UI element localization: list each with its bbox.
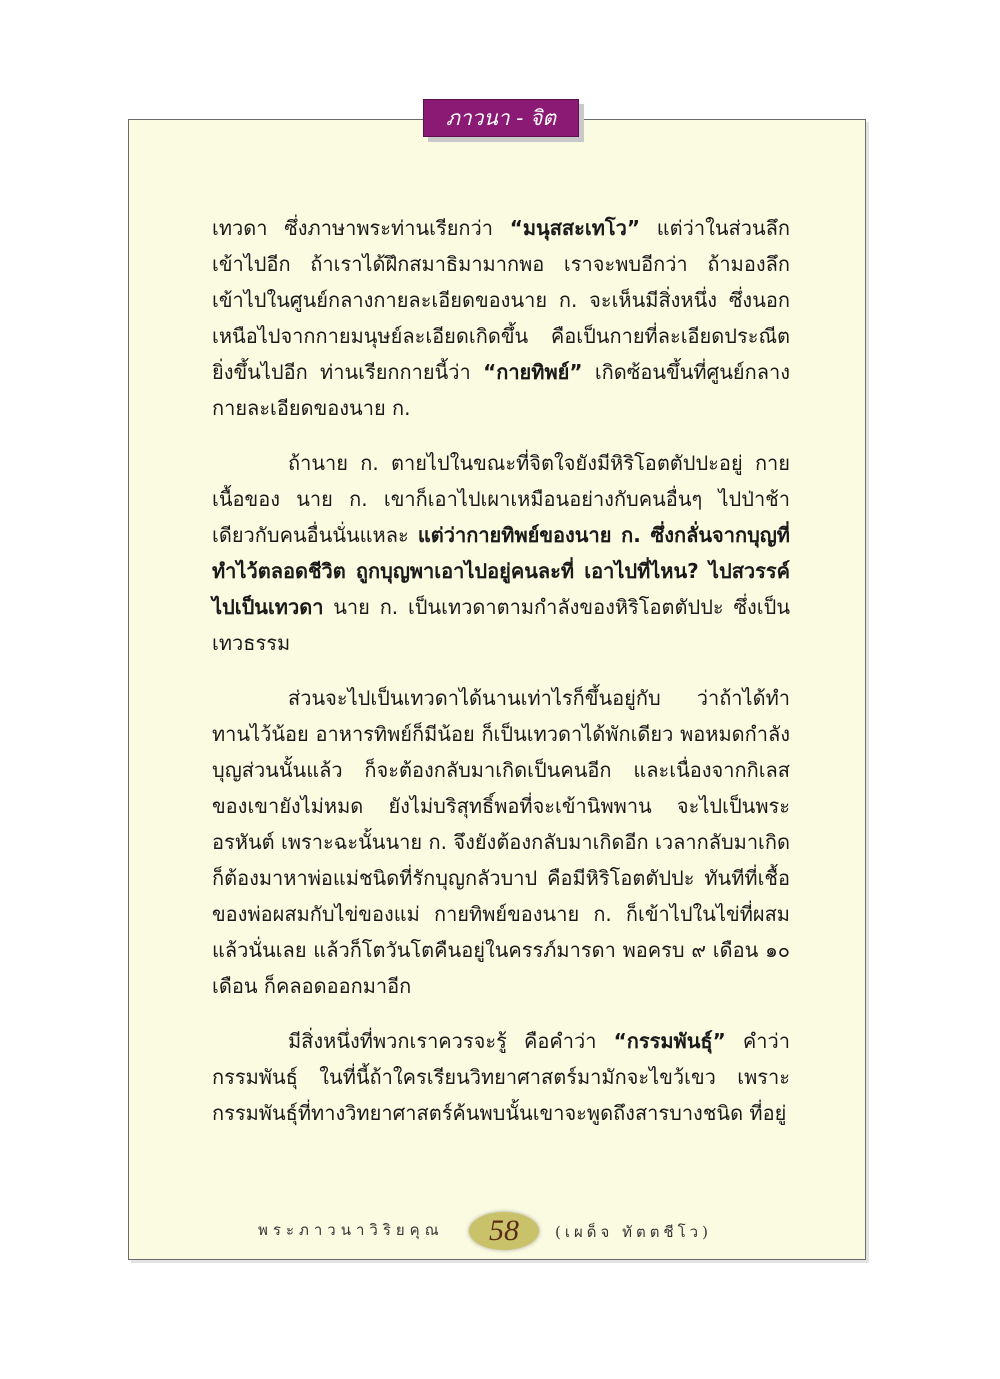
text-segment: มีสิ่งหนึ่งที่พวกเราควรจะรู้ คือคำว่า <box>288 1029 614 1053</box>
text-segment: แต่ว่าในส่วนลึกเข้าไปอีก ถ้าเราได้ฝึกสมาธิมามากพอ เราจะพบอีกว่า ถ้ามองลึกเข้าไปในศูนย์กลางกายละเอียดของนาย ก. จะเห็นมีสิ่งหนึ่ง ซึ่งนอกเหนือไปจากกายมนุษย์ละเอียดเกิดขึ้น คือเป็นกายที่ละเอียดประณีตยิ่งขึ้นไปอีก ท่านเรียกกายนี้ว่า <box>212 216 790 384</box>
footer-book-title: พระภาวนาวิริยคุณ <box>258 1221 444 1239</box>
text-segment: นาย ก. เป็นเทวดาตามกำลังของหิริโอตตัปปะ ซึ่งเป็นเทวธรรม <box>212 595 790 655</box>
chapter-tab: ภาวนา - จิต <box>423 99 579 137</box>
paragraph <box>212 445 790 661</box>
footer-author: (เผด็จ ทัตตชีโว) <box>555 1223 712 1241</box>
bold-phrase: “มนุสสะเทโว” <box>509 216 641 240</box>
text-segment: ส่วนจะไปเป็นเทวดาได้นานเท่าไรก็ขึ้นอยู่กับ ว่าถ้าได้ทำทานไว้น้อย อาหารทิพย์ก็มีน้อย ก็เป็นเทวดาได้พักเดียว พอหมดกำลังบุญส่วนนั้นแล้ว ก็จะต้องกลับมาเกิดเป็นคนอีก และเนื่องจากกิเลสของเขายังไม่หมด ยังไม่บริสุทธิ์พอที่จะเข้านิพพาน จะไปเป็นพระอรหันต์ เพราะฉะนั้นนาย ก. จึงยังต้องกลับมาเกิดอีก เวลากลับมาเกิดก็ต้องมาหาพ่อแม่ชนิดที่รักบุญกลัวบาป คือมีหิริโอตตัปปะ ทันทีที่เชื้อของพ่อผสมกับไข่ของแม่ กายทิพย์ของนาย ก. ก็เข้าไปในไข่ที่ผสมแล้วนั่นเลย แล้วก็โตวันโตคืนอยู่ในครรภ์มารดา พอครบ ๙ เดือน ๑๐ เดือน ก็คลอดออกมาอีก <box>212 686 790 998</box>
text-segment: ถ้านาย ก. ตายไปในขณะที่จิตใจยังมีหิริโอตตัปปะอยู่ กายเนื้อของ นาย ก. เขาก็เอาไปเผาเหมือนอย่างกับคนอื่นๆ ไปป่าช้าเดียวกับคนอื่นนั่นแหละ <box>212 451 790 547</box>
paragraph <box>212 210 790 426</box>
bold-phrase: “กายทิพย์” <box>483 360 583 384</box>
text-segment: คำว่ากรรมพันธุ์ ในที่นี้ถ้าใครเรียนวิทยาศาสตร์มามักจะไขว้เขว เพราะกรรมพันธุ์ที่ทางวิทยาศาสตร์ค้นพบนั้นเขาจะพูดถึงสารบางชนิด ที่อยู่ <box>212 1029 790 1125</box>
paragraph <box>212 680 790 1004</box>
text-segment: เทวดา ซึ่งภาษาพระท่านเรียกว่า <box>212 216 510 240</box>
paragraph <box>212 1023 790 1131</box>
text-segment: เกิดซ้อนขึ้นที่ศูนย์กลางกายละเอียดของนาย ก. <box>212 360 790 420</box>
bold-phrase: “กรรมพันธุ์” <box>613 1029 726 1053</box>
body-text <box>212 210 790 1150</box>
bold-phrase: แต่ว่ากายทิพย์ของนาย ก. ซึ่งกลั่นจากบุญที่ทำไว้ตลอดชีวิต ถูกบุญพาเอาไปอยู่คนละที่ เอาไปที่ไหน? ไปสวรรค์ ไปเป็นเทวดา <box>212 523 790 619</box>
page-number: 58 <box>489 1214 519 1247</box>
